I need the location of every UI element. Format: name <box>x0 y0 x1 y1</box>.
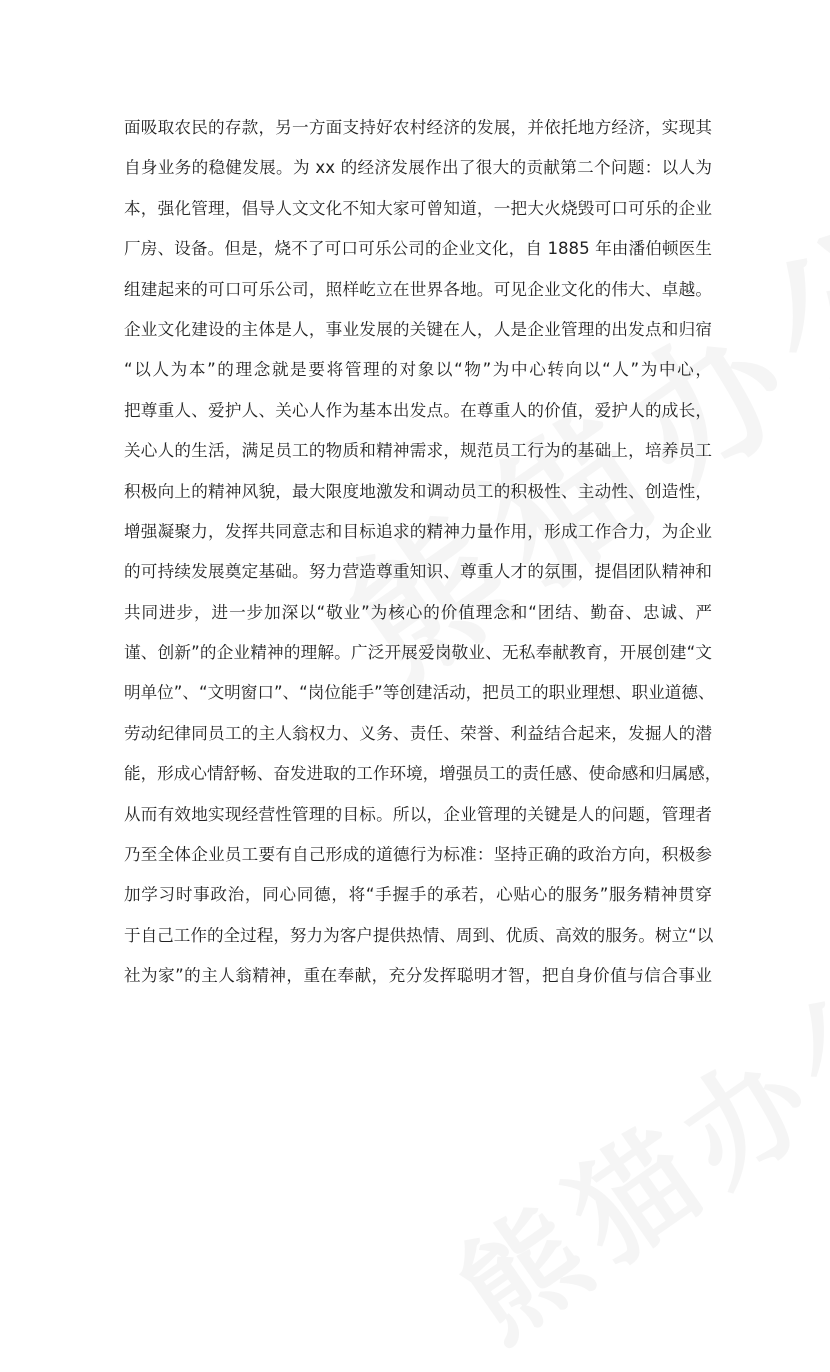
text-line: 自身业务的稳健发展。为 xx 的经济发展作出了很大的贡献第二个问题：以人为 <box>124 158 712 178</box>
text-line: “以人为本”的理念就是要将管理的对象以“物”为中心转向以“人”为中心， <box>124 360 712 380</box>
text-line: 谨、创新”的企业精神的理解。广泛开展爱岗敬业、无私奉献教育，开展创建“文 <box>124 643 712 663</box>
text-line: 把尊重人、爱护人、关心人作为基本出发点。在尊重人的价值，爱护人的成长， <box>124 400 712 420</box>
body-text <box>124 108 722 997</box>
text-line: 共同进步，进一步加深以“敬业”为核心的价值理念和“团结、勤奋、忠诚、严 <box>124 602 712 622</box>
text-line: 企业文化建设的主体是人，事业发展的关键在人，人是企业管理的出发点和归宿 <box>124 319 712 339</box>
text-line: 积极向上的精神风貌，最大限度地激发和调动员工的积极性、主动性、创造性， <box>124 481 712 501</box>
text-line: 明单位”、“文明窗口”、“岗位能手”等创建活动，把员工的职业理想、职业道德、 <box>124 683 715 703</box>
text-line: 从而有效地实现经营性管理的目标。所以，企业管理的关键是人的问题，管理者 <box>124 804 712 824</box>
text-line: 本，强化管理，倡导人文文化不知大家可曾知道，一把大火烧毁可口可乐的企业 <box>124 198 712 218</box>
text-line: 关心人的生活，满足员工的物质和精神需求，规范员工行为的基础上，培养员工 <box>124 441 712 461</box>
text-line: 的可持续发展奠定基础。努力营造尊重知识、尊重人才的氛围，提倡团队精神和 <box>124 562 712 582</box>
text-line: 组建起来的可口可乐公司，照样屹立在世界各地。可见企业文化的伟大、卓越。 <box>124 279 712 299</box>
text-line: 面吸取农民的存款，另一方面支持好农村经济的发展，并依托地方经济，实现其 <box>124 118 712 137</box>
text-line: 乃至全体企业员工要有自己形成的道德行为标准：坚持正确的政治方向，积极参 <box>124 845 712 865</box>
text-line: 能，形成心情舒畅、奋发进取的工作环境，增强员工的责任感、使命感和归属感， <box>124 764 722 784</box>
text-line: 社为家”的主人翁精神，重在奉献，充分发挥聪明才智，把自身价值与信合事业 <box>124 966 712 986</box>
text-line: 加学习时事政治，同心同德，将“手握手的承若，心贴心的服务”服务精神贯穿 <box>124 885 712 905</box>
text-line: 增强凝聚力，发挥共同意志和目标追求的精神力量作用，形成工作合力，为企业 <box>124 521 712 541</box>
text-line: 于自己工作的全过程，努力为客户提供热情、周到、优质、高效的服务。树立“以 <box>124 925 714 945</box>
text-line: 劳动纪律同员工的主人翁权力、义务、责任、荣誉、利益结合起来，发掘人的潜 <box>124 723 712 743</box>
text-line: 厂房、设备。但是，烧不了可口可乐公司的企业文化，自 1885 年由潘伯顿医生 <box>124 239 712 259</box>
